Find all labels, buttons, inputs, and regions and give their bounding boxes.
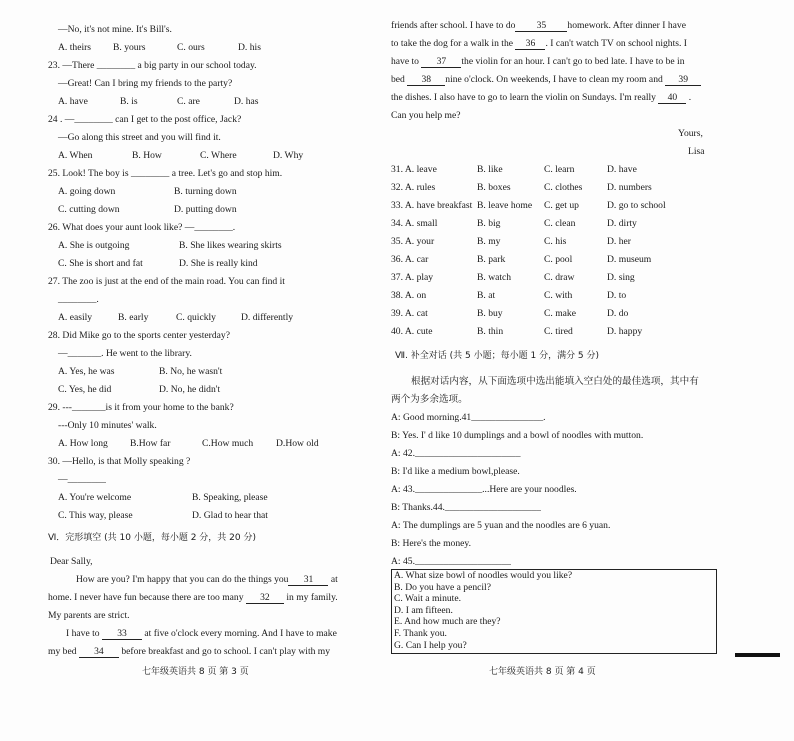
dialogue-line-1: A: Good morning.41_______________. bbox=[391, 412, 546, 423]
q27-opt-a: A. easily bbox=[58, 312, 93, 323]
letter-line-10: the dishes. I also have to go to learn the violin on Sundays. I'm really 40 . bbox=[391, 92, 692, 103]
q28-question: 28. Did Mike go to the sports center yesterday? bbox=[48, 330, 230, 341]
q26-opt-d: D. She is really kind bbox=[179, 258, 258, 269]
q29-opt-c: C.How much bbox=[202, 438, 254, 449]
letter-line-7 bbox=[391, 38, 687, 50]
dialogue-line-9: A: 45.____________________ bbox=[391, 556, 511, 567]
cloze-option-39-c: C. make bbox=[544, 308, 576, 319]
letter-text: before breakfast and go to school. I can't play with my bbox=[121, 646, 331, 657]
cloze-option-32-b: B. boxes bbox=[477, 182, 511, 193]
letter-text: . I can't watch TV on school nights. I bbox=[545, 38, 687, 49]
dialogue-line-8: B: Here's the money. bbox=[391, 538, 471, 549]
blank-34: 34 bbox=[79, 647, 119, 658]
letter-text: the dishes. I also have to go to learn the violin on Sundays. I'm really bbox=[391, 92, 656, 103]
q30-opt-b: B. Speaking, please bbox=[192, 492, 268, 503]
letter-text: nine o'clock. On weekends, I have to clean my room and bbox=[445, 74, 663, 85]
letter-text: to take the dog for a walk in the bbox=[391, 38, 514, 49]
cloze-option-33-c: C. get up bbox=[544, 200, 579, 211]
cloze-option-31-b: B. like bbox=[477, 164, 503, 175]
cloze-option-32-c: C. clothes bbox=[544, 182, 583, 193]
cloze-option-31-c: C. learn bbox=[544, 164, 575, 175]
q25-opt-a: A. going down bbox=[58, 186, 116, 197]
q23-reply: —Great! Can I bring my friends to the party? bbox=[58, 78, 233, 89]
letter-closing: Yours, bbox=[678, 128, 703, 139]
q29-reply: ---Only 10 minutes' walk. bbox=[58, 420, 157, 431]
q25-opt-d: D. putting down bbox=[174, 204, 237, 215]
letter-text: friends after school. I have to do bbox=[391, 20, 516, 31]
letter-line-6 bbox=[391, 20, 686, 32]
cloze-option-34-c: C. clean bbox=[544, 218, 576, 229]
cloze-option-38-a: 38. A. on bbox=[391, 290, 427, 301]
cloze-option-34-d: D. dirty bbox=[607, 218, 637, 229]
q27-opt-d: D. differently bbox=[241, 312, 294, 323]
choice-e: E. And how much are they? bbox=[394, 616, 501, 628]
cloze-option-36-a: 36. A. car bbox=[391, 254, 429, 265]
cloze-option-34-a: 34. A. small bbox=[391, 218, 438, 229]
q24-opt-a: A. When bbox=[58, 150, 93, 161]
q26-opt-b: B. She likes wearing skirts bbox=[179, 240, 282, 251]
cloze-option-31-d: D. have bbox=[607, 164, 637, 175]
section-6-heading: Ⅵ．完形填空 (共 10 小题，每小题 2 分，共 20 分) bbox=[48, 533, 256, 543]
q30-reply: —________ bbox=[58, 474, 106, 485]
cloze-option-40-a: 40. A. cute bbox=[391, 326, 433, 337]
q28-opt-b: B. No, he wasn't bbox=[159, 366, 223, 377]
q28-opt-c: C. Yes, he did bbox=[58, 384, 112, 395]
letter-line-3: My parents are strict. bbox=[48, 610, 130, 621]
q22-answer: —No, it's not mine. It's Bill's. bbox=[58, 24, 172, 35]
q23-opt-d: D. has bbox=[234, 96, 259, 107]
cloze-option-39-a: 39. A. cat bbox=[391, 308, 428, 319]
scan-edge-mark bbox=[735, 653, 780, 657]
q27-opt-c: C. quickly bbox=[176, 312, 216, 323]
letter-signature: Lisa bbox=[688, 146, 705, 157]
letter-text: have to bbox=[391, 56, 419, 67]
q24-question: 24 . —________ can I get to the post office, Jack? bbox=[48, 114, 242, 125]
blank-32: 32 bbox=[246, 593, 284, 604]
dialogue-line-6: B: Thanks.44.____________________ bbox=[391, 502, 541, 513]
q23-opt-a: A. have bbox=[58, 96, 88, 107]
cloze-option-38-c: C. with bbox=[544, 290, 573, 301]
cloze-option-40-c: C. tired bbox=[544, 326, 573, 337]
section-7-instruction: 根据对话内容，从下面选项中选出能填入空白处的最佳选项，其中有 bbox=[411, 376, 699, 387]
cloze-option-38-b: B. at bbox=[477, 290, 496, 301]
letter-line-11: Can you help me? bbox=[391, 110, 461, 121]
dialogue-line-7: A: The dumplings are 5 yuan and the noodles are 6 yuan. bbox=[391, 520, 611, 531]
blank-40: 40 bbox=[658, 93, 686, 104]
letter-text: How are you? I'm happy that you can do the things you bbox=[76, 574, 289, 585]
blank-35: 35 bbox=[515, 21, 567, 32]
letter-text: bed bbox=[391, 74, 405, 85]
q27-opt-b: B. early bbox=[118, 312, 149, 323]
q23-opt-b: B. is bbox=[120, 96, 138, 107]
q25-opt-c: C. cutting down bbox=[58, 204, 120, 215]
q27-blank: ________. bbox=[58, 294, 99, 305]
letter-line-4 bbox=[66, 628, 337, 640]
blank-37: 37 bbox=[421, 57, 461, 68]
letter-text: at five o'clock every morning. And I have to make bbox=[144, 628, 337, 639]
cloze-option-33-d: D. go to school bbox=[607, 200, 666, 211]
q29-opt-d: D.How old bbox=[276, 438, 319, 449]
q24-reply: —Go along this street and you will find it. bbox=[58, 132, 221, 143]
letter-line-5 bbox=[48, 646, 330, 658]
dialogue-line-5: A: 43.______________...Here are your noodles. bbox=[391, 484, 577, 495]
section-7-instruction-cont: 两个为多余选项。 bbox=[391, 394, 468, 405]
q28-opt-d: D. No, he didn't bbox=[159, 384, 221, 395]
q30-opt-d: D. Glad to hear that bbox=[192, 510, 268, 521]
cloze-option-37-b: B. watch bbox=[477, 272, 512, 283]
section-7-heading: Ⅶ. 补全对话 (共 5 小题；每小题 1 分，满分 5 分) bbox=[395, 351, 600, 361]
letter-text: homework. After dinner I have bbox=[567, 20, 686, 31]
q24-opt-c: C. Where bbox=[200, 150, 237, 161]
q22-opt-d: D. his bbox=[238, 42, 261, 53]
q24-opt-d: D. Why bbox=[273, 150, 304, 161]
cloze-option-38-d: D. to bbox=[607, 290, 627, 301]
page-footer-left: 七年级英语共 8 页 第 3 页 bbox=[142, 667, 249, 677]
letter-greeting: Dear Sally, bbox=[50, 556, 93, 567]
letter-text: home. I never have fun because there are too many bbox=[48, 592, 244, 603]
blank-33: 33 bbox=[102, 629, 142, 640]
choice-box bbox=[391, 569, 717, 654]
choice-d: D. I am fifteen. bbox=[394, 604, 453, 616]
q28-reply: —_______. He went to the library. bbox=[58, 348, 192, 359]
choice-c: C. Wait a minute. bbox=[394, 593, 461, 605]
q22-opt-a: A. theirs bbox=[58, 42, 92, 53]
cloze-option-33-a: 33. A. have breakfast bbox=[391, 200, 473, 211]
q23-opt-c: C. are bbox=[177, 96, 200, 107]
letter-text: I have to bbox=[66, 628, 100, 639]
cloze-option-34-b: B. big bbox=[477, 218, 501, 229]
q24-opt-b: B. How bbox=[132, 150, 162, 161]
cloze-option-37-d: D. sing bbox=[607, 272, 635, 283]
dialogue-line-3: A: 42.______________________ bbox=[391, 448, 521, 459]
cloze-option-32-d: D. numbers bbox=[607, 182, 652, 193]
cloze-option-36-b: B. park bbox=[477, 254, 506, 265]
q25-opt-b: B. turning down bbox=[174, 186, 237, 197]
q28-opt-a: A. Yes, he was bbox=[58, 366, 115, 377]
q26-opt-a: A. She is outgoing bbox=[58, 240, 130, 251]
blank-36: 36 bbox=[515, 39, 545, 50]
cloze-option-39-d: D. do bbox=[607, 308, 629, 319]
q22-opt-c: C. ours bbox=[177, 42, 205, 53]
letter-line-9 bbox=[391, 74, 701, 86]
cloze-option-35-b: B. my bbox=[477, 236, 501, 247]
cloze-option-37-c: C. draw bbox=[544, 272, 575, 283]
q22-opt-b: B. yours bbox=[113, 42, 146, 53]
letter-text: the violin for an hour. I can't go to bed late. I have to be in bbox=[461, 56, 685, 67]
cloze-option-33-b: B. leave home bbox=[477, 200, 533, 211]
q25-question: 25. Look! The boy is ________ a tree. Let's go and stop him. bbox=[48, 168, 283, 179]
q26-question: 26. What does your aunt look like? —________. bbox=[48, 222, 236, 233]
q23-question: 23. —There ________ a big party in our school today. bbox=[48, 60, 257, 71]
cloze-option-36-d: D. museum bbox=[607, 254, 652, 265]
dialogue-line-2: B: Yes. I' d like 10 dumplings and a bowl of noodles with mutton. bbox=[391, 430, 644, 441]
blank-39: 39 bbox=[665, 75, 701, 86]
cloze-option-39-b: B. buy bbox=[477, 308, 503, 319]
cloze-option-35-c: C. his bbox=[544, 236, 567, 247]
dialogue-line-4: B: I'd like a medium bowl,please. bbox=[391, 466, 520, 477]
letter-text: at bbox=[330, 574, 338, 585]
blank-38: 38 bbox=[407, 75, 445, 86]
letter-line-1 bbox=[76, 574, 338, 586]
blank-31: 31 bbox=[288, 575, 328, 586]
cloze-option-31-a: 31. A. leave bbox=[391, 164, 437, 175]
choice-f: F. Thank you. bbox=[394, 628, 447, 639]
cloze-option-35-a: 35. A. your bbox=[391, 236, 435, 247]
letter-text: my bed bbox=[48, 646, 77, 657]
cloze-option-37-a: 37. A. play bbox=[391, 272, 434, 283]
cloze-option-32-a: 32. A. rules bbox=[391, 182, 436, 193]
letter-line-8 bbox=[391, 56, 685, 68]
q26-opt-c: C. She is short and fat bbox=[58, 258, 143, 269]
cloze-option-36-c: C. pool bbox=[544, 254, 573, 265]
page-footer-right: 七年级英语共 8 页 第 4 页 bbox=[489, 667, 596, 677]
choice-b: B. Do you have a pencil? bbox=[394, 581, 491, 593]
q30-opt-a: A. You're welcome bbox=[58, 492, 132, 503]
q29-question: 29. ---_______is it from your home to the bank? bbox=[48, 402, 234, 413]
choice-g: G. Can I help you? bbox=[394, 639, 467, 651]
cloze-option-35-d: D. her bbox=[607, 236, 631, 247]
q29-opt-b: B.How far bbox=[130, 438, 171, 449]
letter-text: in my family. bbox=[286, 592, 338, 603]
q29-opt-a: A. How long bbox=[58, 438, 108, 449]
q30-opt-c: C. This way, please bbox=[58, 510, 133, 521]
cloze-option-40-d: D. happy bbox=[607, 326, 643, 337]
q27-question: 27. The zoo is just at the end of the main road. You can find it bbox=[48, 276, 285, 287]
q30-question: 30. —Hello, is that Molly speaking ? bbox=[48, 456, 191, 467]
choice-a: A. What size bowl of noodles would you like? bbox=[394, 570, 573, 581]
cloze-option-40-b: B. thin bbox=[477, 326, 504, 337]
letter-line-2 bbox=[48, 592, 338, 604]
